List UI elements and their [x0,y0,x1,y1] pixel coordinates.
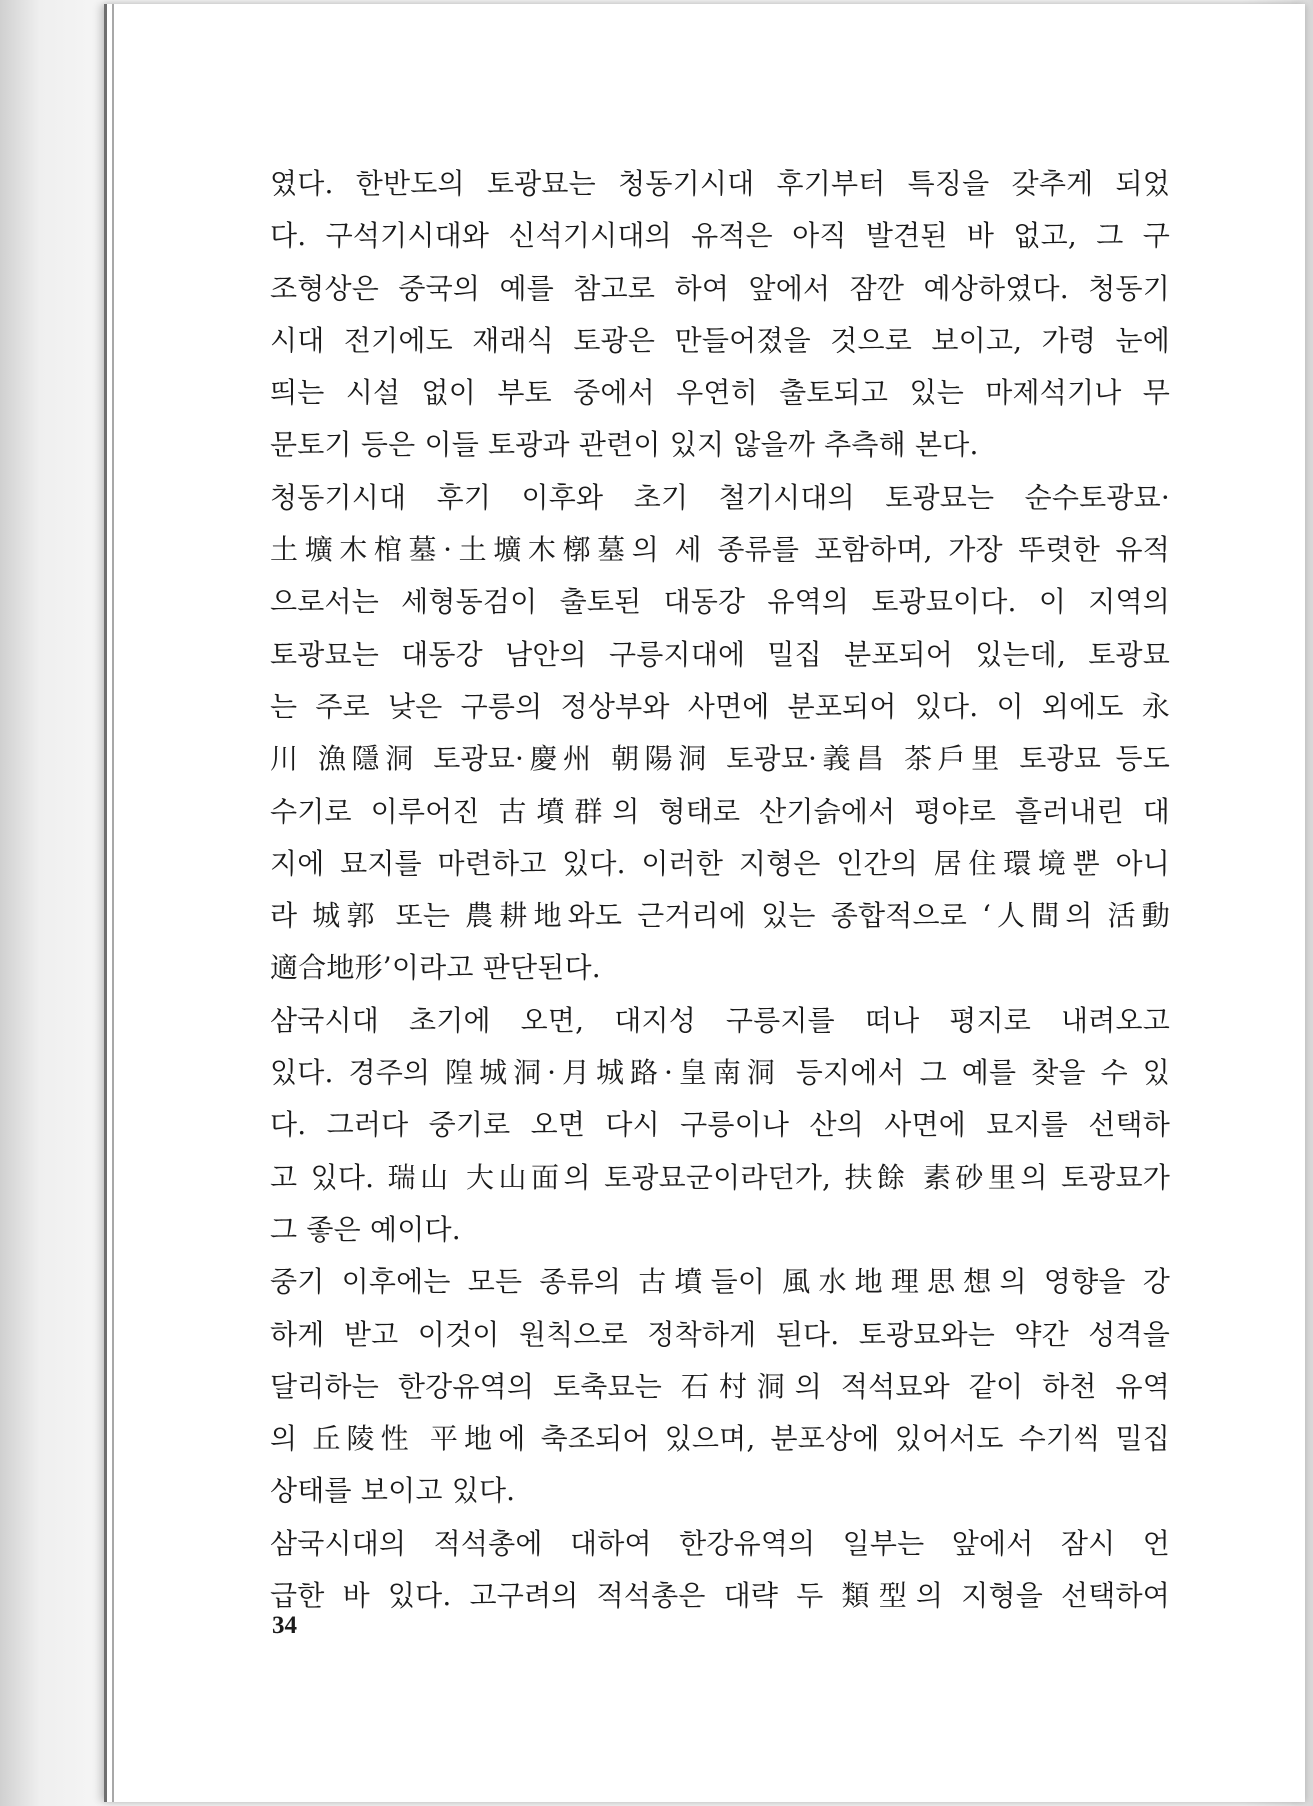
text-line: 띄는 시설 없이 부토 중에서 우연히 출토되고 있는 마제석기나 무 [270,376,1170,410]
text-line: 그 좋은 예이다. [270,1212,461,1246]
text-line: 의 丘陵性 平地에 축조되어 있으며, 분포상에 있어서도 수기씩 밀집 [270,1422,1170,1456]
text-line: 라 城郭 또는 農耕地와도 근거리에 있는 종합적으로 ‘人間의 活動 [270,899,1170,933]
text-line: 시대 전기에도 재래식 토광은 만들어졌을 것으로 보이고, 가령 눈에 [270,323,1170,357]
text-line: 조형상은 중국의 예를 참고로 하여 앞에서 잠깐 예상하였다. 청동기 [270,271,1170,305]
text-line: 지에 묘지를 마련하고 있다. 이러한 지형은 인간의 居住環境뿐 아니 [270,846,1170,880]
text-line: 다. 그러다 중기로 오면 다시 구릉이나 산의 사면에 묘지를 선택하 [270,1108,1170,1142]
text-line: 고 있다. 瑞山 大山面의 토광묘군이라던가, 扶餘 素砂里의 토광묘가 [270,1160,1170,1194]
body-text [270,158,1170,1622]
text-line: 川 漁隱洞 토광묘·慶州 朝陽洞 토광묘·義昌 茶戶里 토광묘 등도 [270,742,1170,776]
text-line: 適合地形’이라고 판단된다. [270,951,601,985]
text-line: 급한 바 있다. 고구려의 적석총은 대략 두 類型의 지형을 선택하여 [270,1579,1170,1613]
text-line: 는 주로 낮은 구릉의 정상부와 사면에 분포되어 있다. 이 외에도 永 [270,689,1170,723]
text-line: 다. 구석기시대와 신석기시대의 유적은 아직 발견된 바 없고, 그 구 [270,219,1170,253]
text-line: 토광묘는 대동강 남안의 구릉지대에 밀집 분포되어 있는데, 토광묘 [270,637,1170,671]
text-line: 土壙木棺墓·土壙木槨墓의 세 종류를 포함하며, 가장 뚜렷한 유적 [270,533,1170,567]
text-line: 있다. 경주의 隍城洞·月城路·皇南洞 등지에서 그 예를 찾을 수 있 [270,1056,1170,1090]
text-line: 하게 받고 이것이 원칙으로 정착하게 된다. 토광묘와는 약간 성격을 [270,1317,1170,1351]
text-line: 청동기시대 후기 이후와 초기 철기시대의 토광묘는 순수토광묘· [270,480,1170,514]
text-line: 달리하는 한강유역의 토축묘는 石村洞의 적석묘와 같이 하천 유역 [270,1369,1170,1403]
page-spine-edge [112,4,114,1802]
text-line: 으로서는 세형동검이 출토된 대동강 유역의 토광묘이다. 이 지역의 [270,585,1170,619]
text-line: 였다. 한반도의 토광묘는 청동기시대 후기부터 특징을 갖추게 되었 [270,167,1170,200]
text-line: 삼국시대의 적석총에 대하여 한강유역의 일부는 앞에서 잠시 언 [270,1526,1170,1560]
text-line: 중기 이후에는 모든 종류의 古墳들이 風水地理思想의 영향을 강 [270,1265,1170,1299]
page-number: 34 [272,1612,297,1639]
text-line: 상태를 보이고 있다. [270,1474,516,1508]
text-line: 수기로 이루어진 古墳群의 형태로 산기슭에서 평야로 흘러내린 대 [270,794,1170,828]
text-line: 삼국시대 초기에 오면, 대지성 구릉지를 떠나 평지로 내려오고 [270,1003,1170,1037]
text-line: 문토기 등은 이들 토광과 관련이 있지 않을까 추측해 본다. [270,428,979,462]
